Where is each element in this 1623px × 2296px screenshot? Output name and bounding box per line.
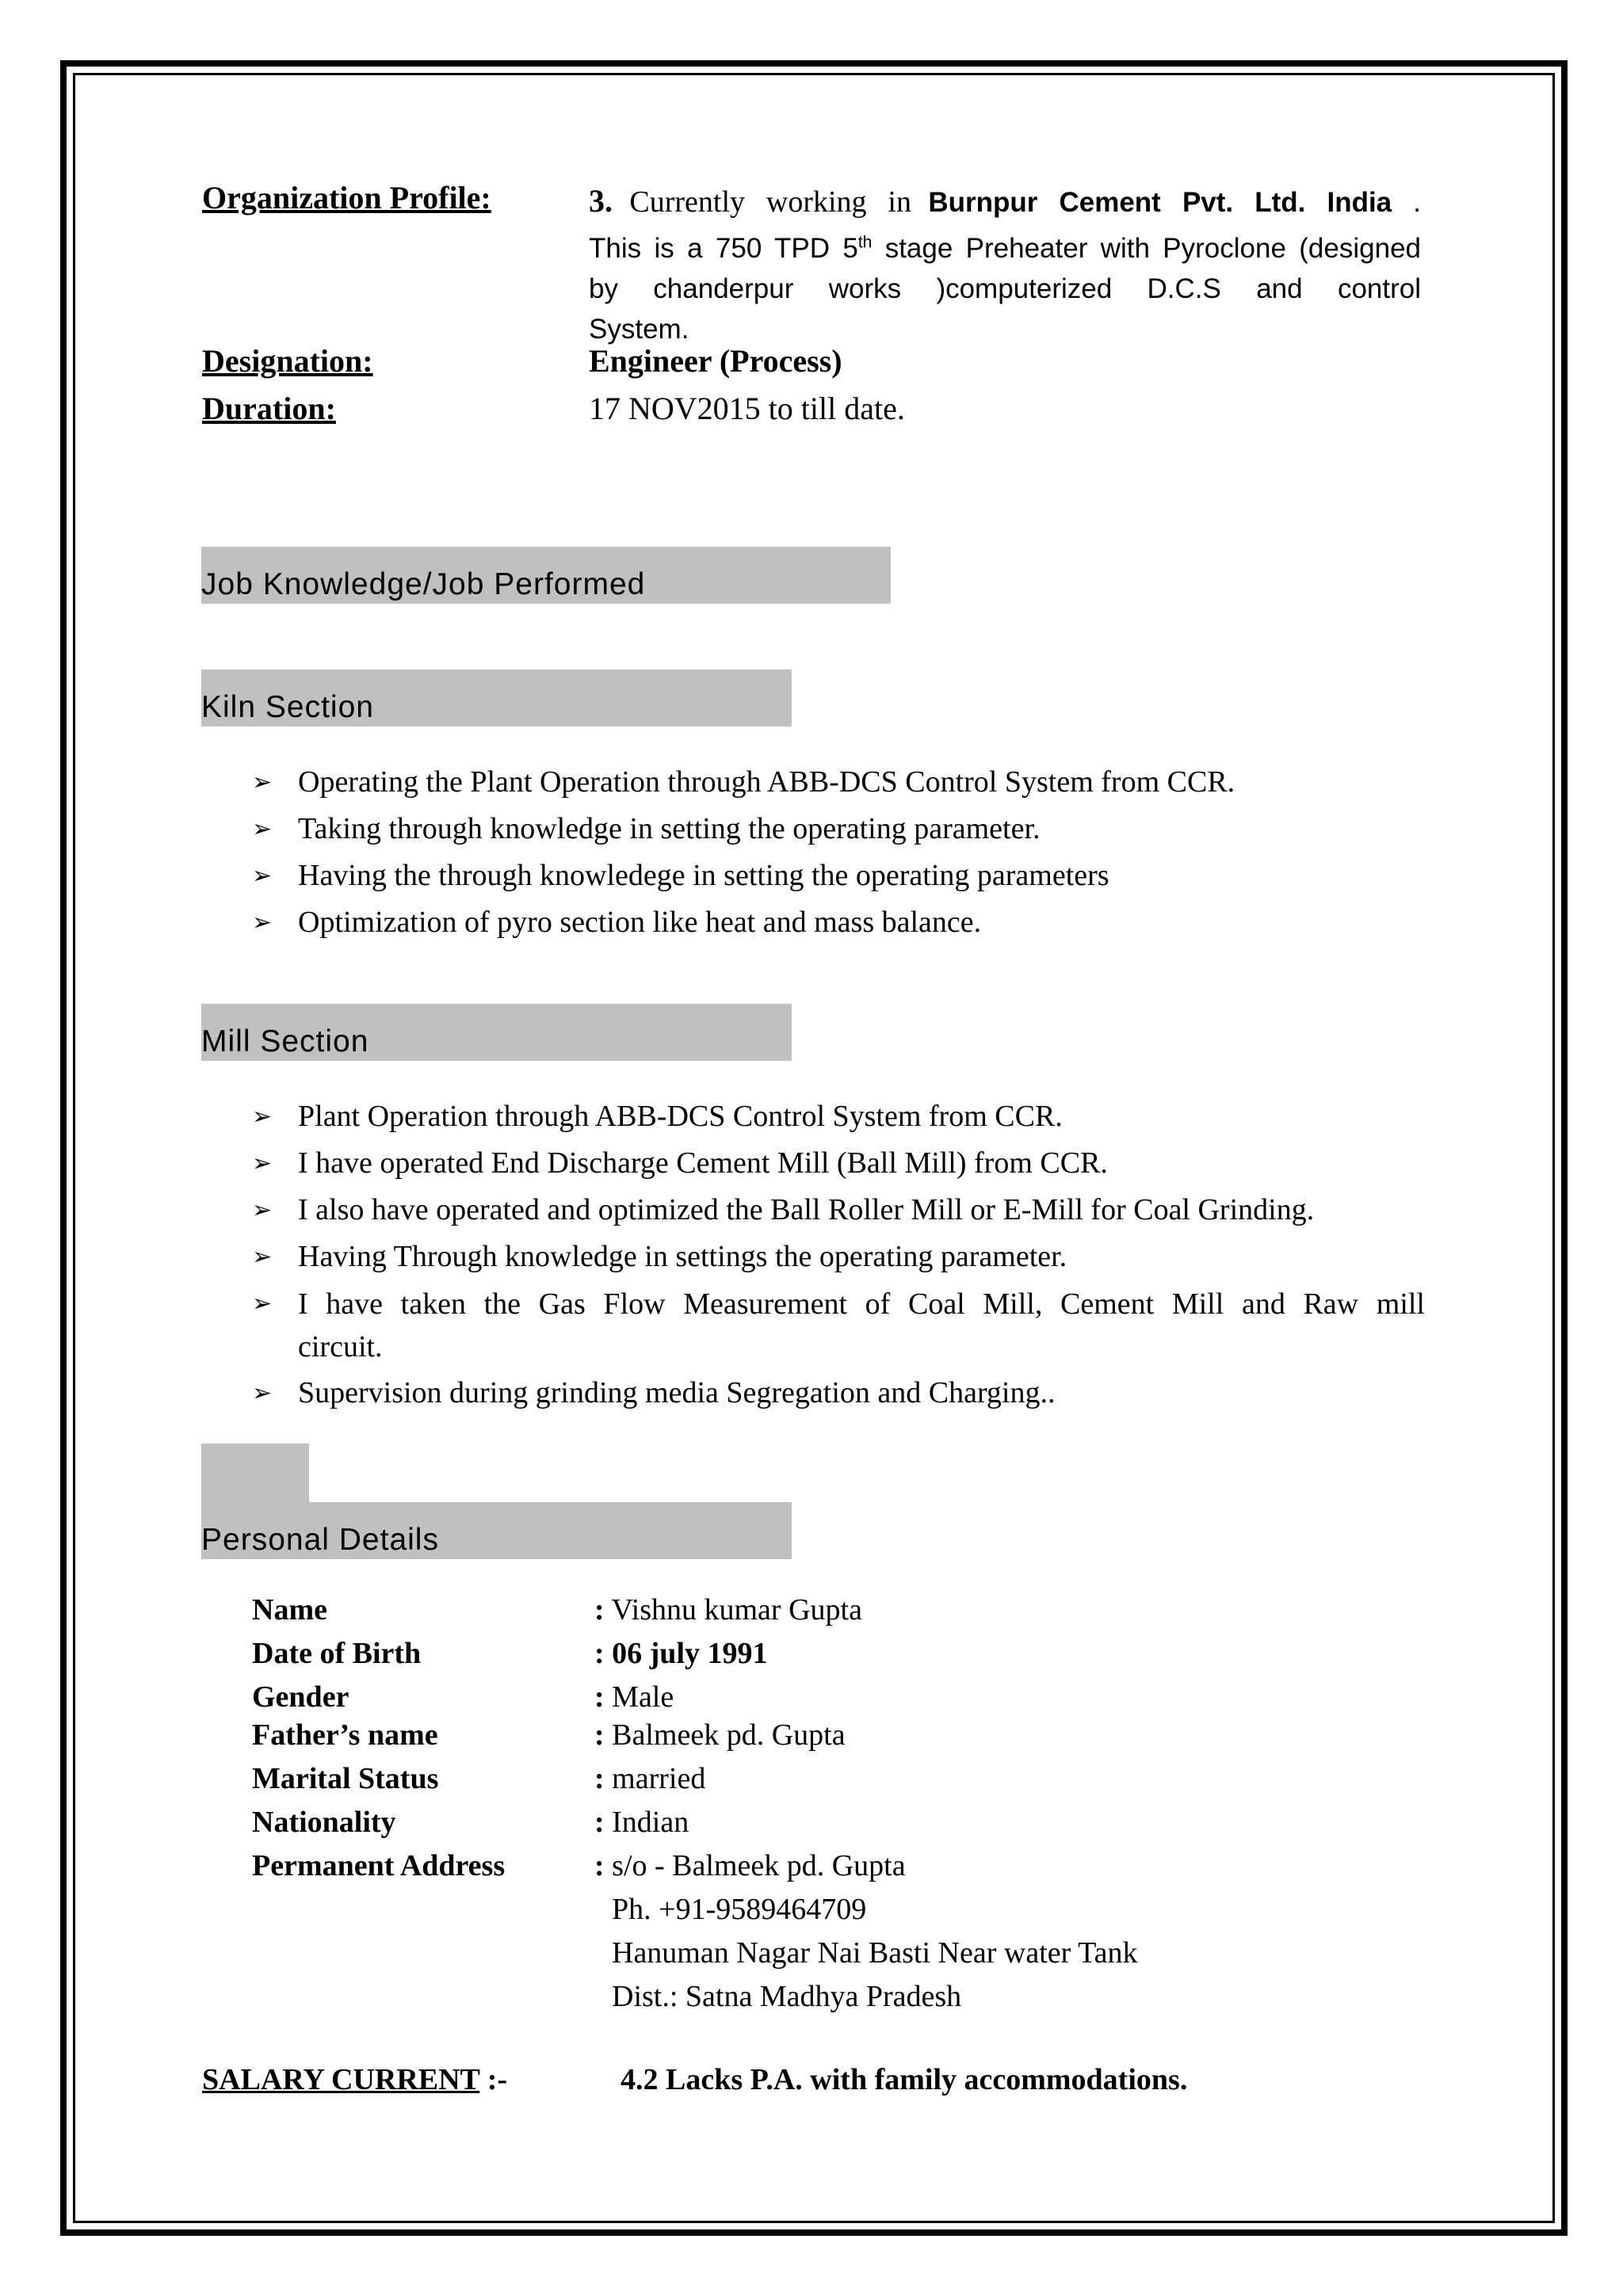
arrow-bullet-icon: ➢ <box>252 862 273 890</box>
father-name-value: : Balmeek pd. Gupta <box>594 1718 846 1752</box>
nationality-label: Nationality <box>252 1806 396 1839</box>
arrow-bullet-icon: ➢ <box>252 1243 273 1271</box>
arrow-bullet-icon: ➢ <box>252 815 273 843</box>
address-line: Hanuman Nagar Nai Basti Near water Tank <box>612 1936 1138 1970</box>
marital-status-label: Marital Status <box>252 1762 439 1795</box>
decorative-gray-block <box>201 1444 309 1504</box>
gender-label: Gender <box>252 1680 349 1714</box>
name-value: : Vishnu kumar Gupta <box>594 1593 862 1627</box>
company-name: Burnpur Cement Pvt. Ltd. India <box>928 187 1392 218</box>
salary-separator: :- <box>479 2063 508 2096</box>
mill-list <box>252 1093 1425 1417</box>
list-item: ➢ Having the through knowledegе in setting the operating parameters <box>252 852 1425 899</box>
list-item: ➢ Having Through knowledge in settings the operating parameter. <box>252 1234 1425 1280</box>
designation-label: Designation: <box>202 343 373 379</box>
address-line: : s/o - Balmeek pd. Gupta <box>594 1849 906 1882</box>
organization-line-4: System. <box>589 314 689 345</box>
gender-value: : Male <box>594 1680 674 1714</box>
item-number: 3. <box>589 183 613 219</box>
list-item: ➢ Plant Operation through ABB-DCS Control System from CCR. <box>252 1093 1425 1140</box>
section-personal-details: Personal Details <box>201 1502 792 1559</box>
list-item: ➢ I have taken the Gas Flow Measurement of Coal Mill, Cement Mill and Raw mill circuit. <box>252 1280 1425 1370</box>
currently-working-text: Currently working in <box>629 185 911 219</box>
arrow-bullet-icon: ➢ <box>252 1150 273 1177</box>
section-kiln: Kiln Section <box>201 669 792 727</box>
organization-profile-label: Organization Profile: <box>202 180 491 215</box>
duration-label: Duration: <box>202 391 336 426</box>
organization-line-2: This is a 750 TPD 5th stage Preheater with Pyroclone (designed <box>589 233 1421 264</box>
duration-value: 17 NOV2015 to till date. <box>589 391 905 426</box>
permanent-address-label: Permanent Address <box>252 1849 506 1882</box>
dob-value: : 06 july 1991 <box>594 1637 768 1670</box>
arrow-bullet-icon: ➢ <box>252 909 273 936</box>
salary-row <box>202 2062 1188 2097</box>
organization-profile-text: 3. Currently working in Burnpur Cement Pvt. Ltd. India . This is a 750 TPD 5th stage Preheater with Pyroclone (designed by chanderpur works )computerized D.C.S and control System. <box>589 181 1421 349</box>
nationality-value: : Indian <box>594 1806 689 1839</box>
section-mill: Mill Section <box>201 1004 792 1061</box>
list-item: ➢ Taking through knowledge in setting the operating parameter. <box>252 806 1425 852</box>
arrow-bullet-icon: ➢ <box>252 769 273 796</box>
list-item: ➢ I also have operated and optimized the Ball Roller Mill or E-Mill for Coal Grinding. <box>252 1187 1425 1234</box>
list-item: ➢ I have operated End Discharge Cement Mill (Ball Mill) from CCR. <box>252 1140 1425 1187</box>
designation-value: Engineer (Process) <box>589 343 842 379</box>
salary-label: SALARY CURRENT <box>202 2063 480 2096</box>
list-item: ➢ Operating the Plant Operation through ABB-DCS Control System from CCR. <box>252 759 1425 806</box>
arrow-bullet-icon: ➢ <box>252 1196 273 1224</box>
salary-value: 4.2 Lacks P.A. with family accommodations. <box>621 2063 1188 2096</box>
organization-line-3: by chanderpur works )computerized D.C.S and control <box>589 273 1421 304</box>
arrow-bullet-icon: ➢ <box>252 1103 273 1131</box>
address-line: Ph. +91-9589464709 <box>612 1893 867 1926</box>
list-item: ➢ Optimization of pyro section like heat and mass balance. <box>252 899 1425 946</box>
list-item: ➢ Supervision during grinding media Segregation and Charging.. <box>252 1370 1425 1417</box>
name-label: Name <box>252 1593 327 1627</box>
marital-status-value: : married <box>594 1762 706 1795</box>
section-job-knowledge: Job Knowledge/Job Performed <box>201 547 891 604</box>
arrow-bullet-icon: ➢ <box>252 1379 273 1407</box>
arrow-bullet-icon: ➢ <box>252 1290 273 1318</box>
kiln-list <box>252 759 1425 946</box>
address-line: Dist.: Satna Madhya Pradesh <box>612 1980 962 2013</box>
father-name-label: Father’s name <box>252 1718 438 1752</box>
dob-label: Date of Birth <box>252 1637 422 1670</box>
